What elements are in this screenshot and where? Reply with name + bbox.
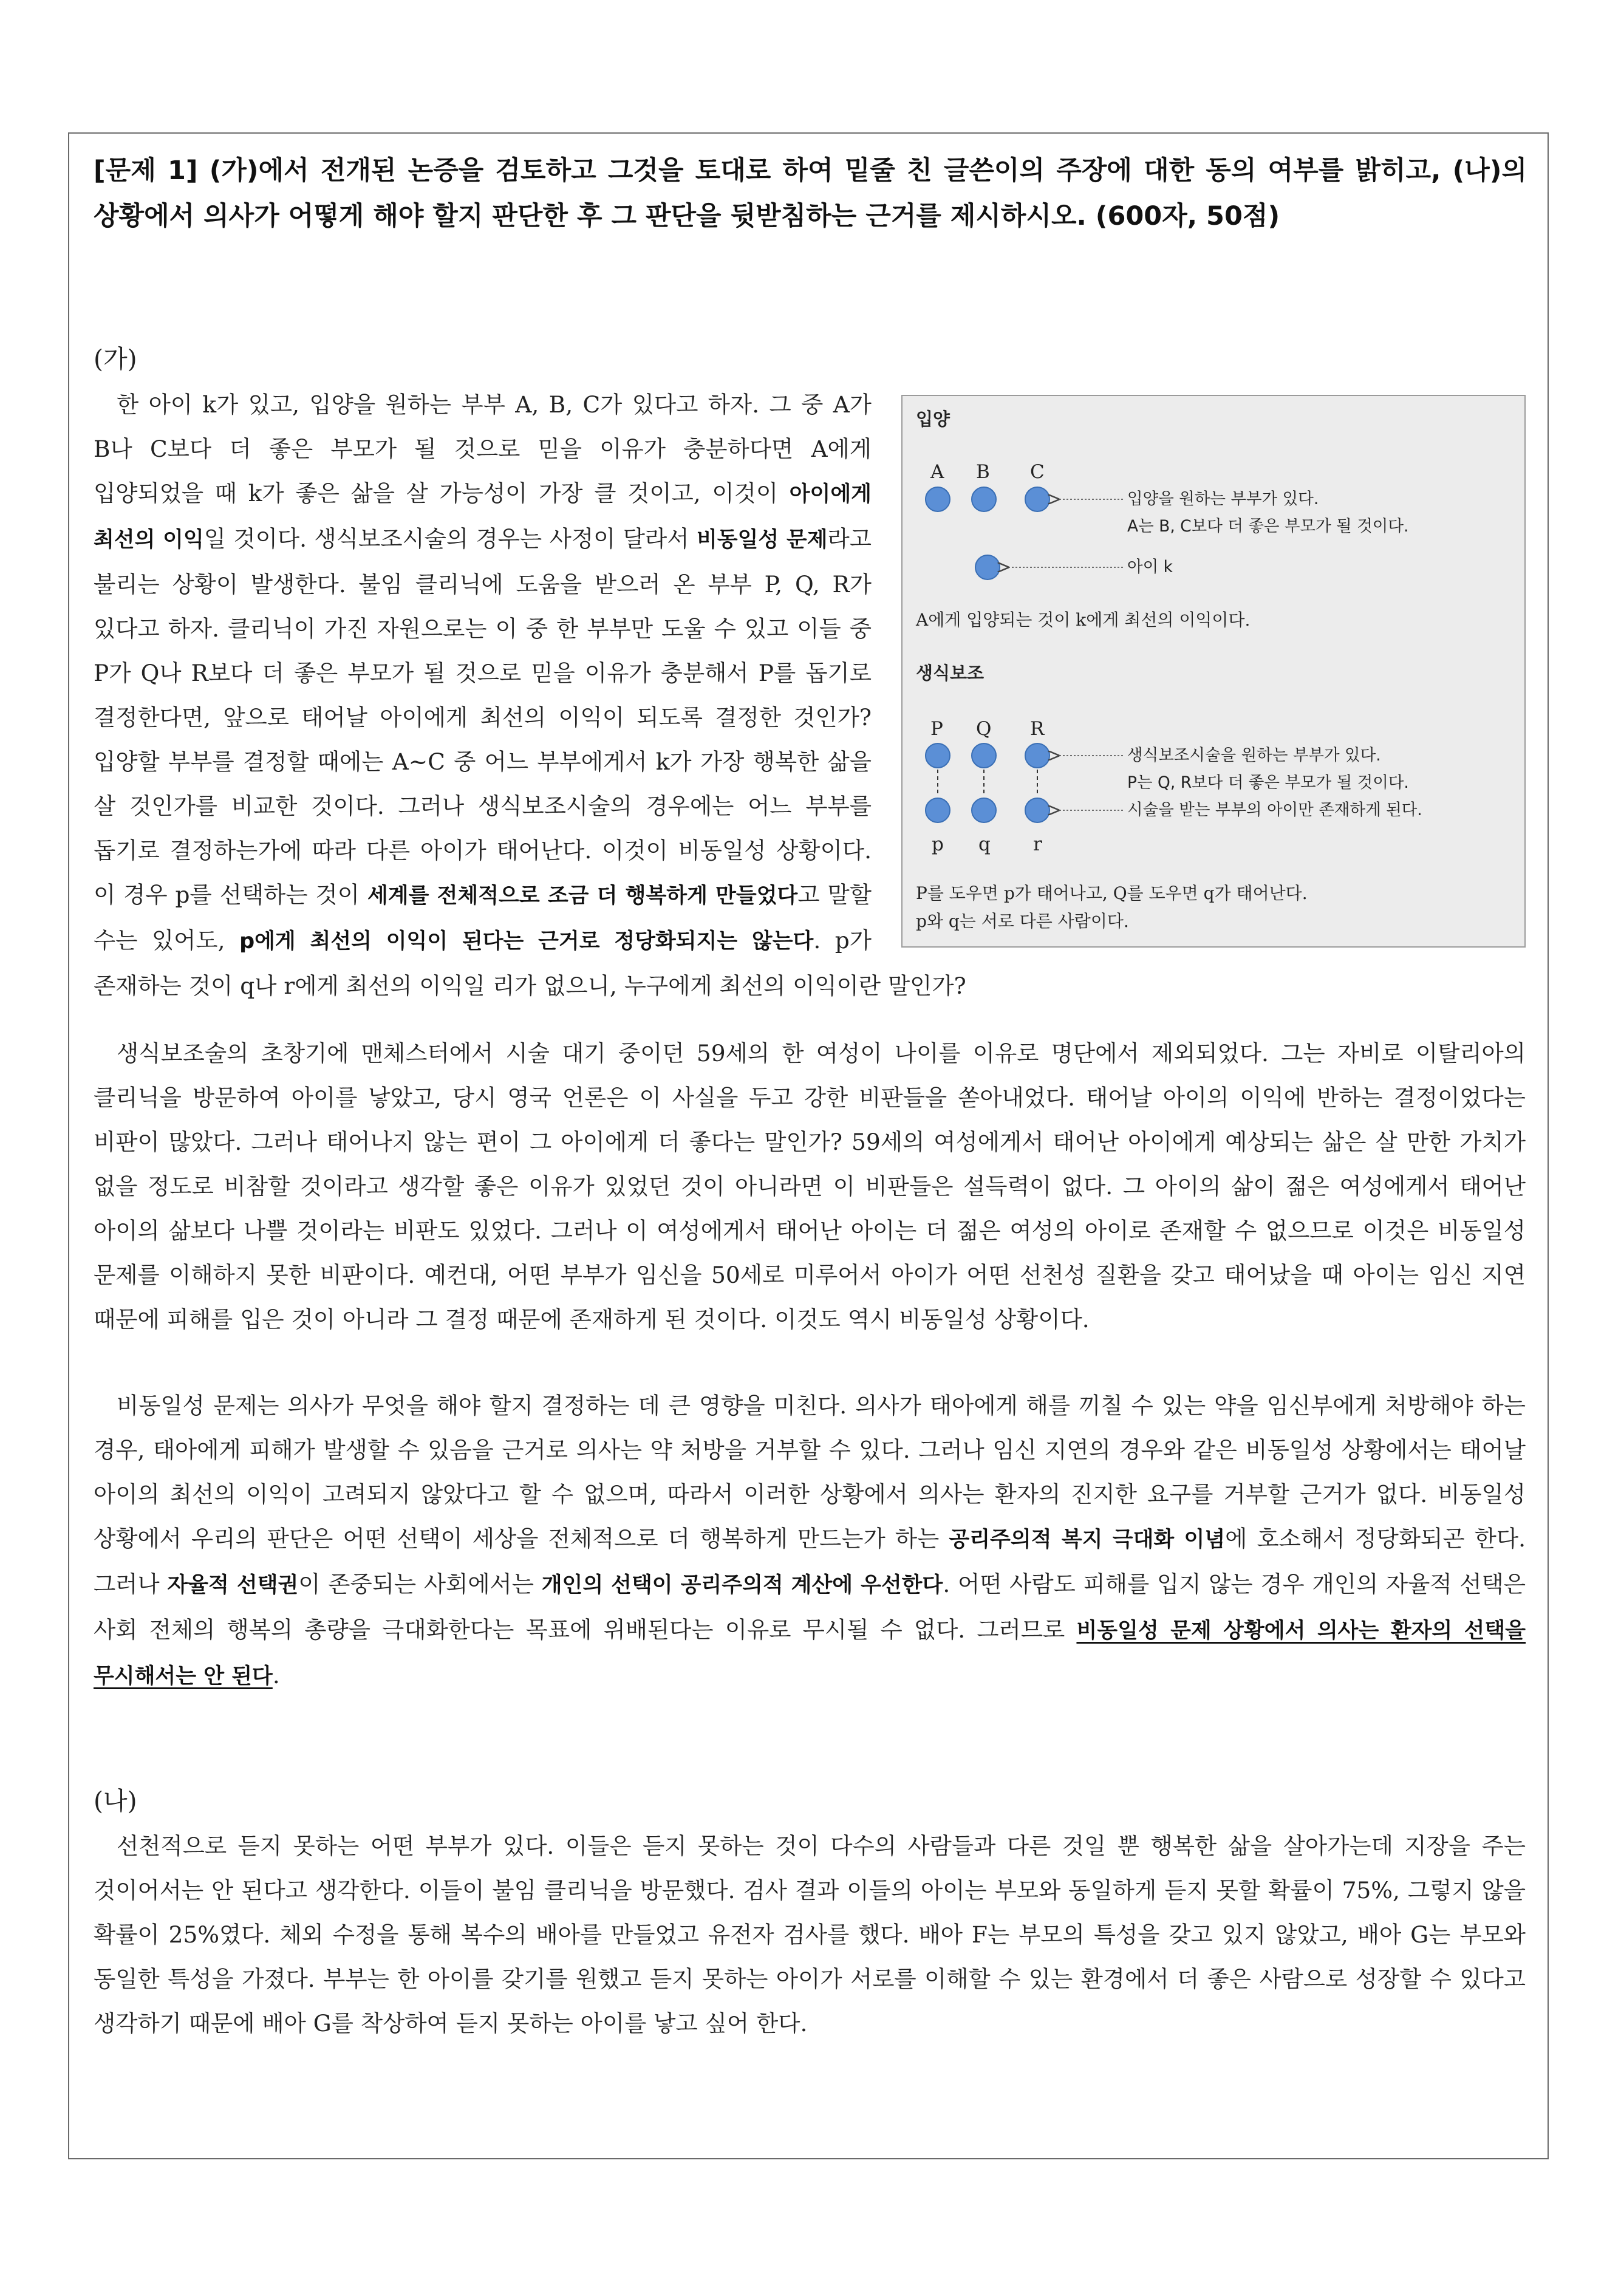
text-run: . bbox=[272, 1662, 280, 1689]
bold-term: 아이에게 최선의 이익 bbox=[94, 482, 872, 552]
text-run: 비동일성 문제는 의사가 무엇을 해야 할지 결정하는 데 큰 영향을 미친다. 의사가 태아에게 해를 끼칠 수 있는 약을 임신부에게 처방해야 하는 경우, 태아에게 피해가 발생할 수 있음을 근거로 의사는 약 처방을 거부할 수 있다. 그러나 임신 지연의 경우와 같은 비동일성 상황에서는 태어날 아이의 최선의 이익이 고려되지 않았다고 할 수 없으며, 따라서 이러한 상황에서 의사는 환자의 진지한 요구를 거부할 근거가 없다. 비동일성 상황에서 우리의 판단은 어떤 선택이 세상을 전체적으로 더 행복하게 만드는가 하는 bbox=[94, 1392, 1526, 1552]
diagram-svg bbox=[903, 396, 1524, 946]
child-dot-p bbox=[926, 798, 950, 822]
underlined-claim: 비동일성 문제 상황에서 의사는 환자의 선택을 무시해서는 안 된다 bbox=[94, 1619, 1526, 1689]
couple-letter-b: B bbox=[976, 461, 990, 483]
text-run: 선천적으로 듣지 못하는 어떤 부부가 있다. 이들은 듣지 못하는 것이 다수의 사람들과 다른 것일 뿐 행복한 삶을 살아가는데 지장을 주는 것이어서는 안 된다고 생각한다. 이들이 불임 클리닉을 방문했다. 검사 결과 이들의 아이는 부모와 동일하게 듣지 못할 확률이 75%, 그렇지 않을 확률이 25%였다. 체외 수정을 통해 복수의 배아를 만들었고 유전자 검사를 했다. 배아 F는 부모의 특성을 갖고 있지 않았고, 배아 G는 부모와 동일한 특성을 가졌다. 부부는 한 아이를 갖기를 원했고 듣지 못하는 아이가 서로를 이해할 수 있는 환경에서 더 좋은 사람으로 성장할 수 있다고 생각하기 때문에 배아 G를 착상하여 듣지 못하는 아이를 낳고 싶어 한다. bbox=[94, 1833, 1526, 2037]
couple-letter-c: C bbox=[1030, 461, 1045, 483]
child-k-dot bbox=[975, 555, 1000, 579]
text-run: 고 말할 수는 있어도, bbox=[94, 881, 872, 954]
text-run: . 어떤 사람도 피해를 입지 않는 경우 개인의 자율적 선택은 사회 전체의 행복의 총량을 극대화한다는 목표에 위배된다는 이유로 무시될 수 없다. 그러므로 bbox=[94, 1571, 1526, 1643]
child-k-label: 아이 k bbox=[1127, 558, 1173, 576]
section-na-paragraph bbox=[94, 1824, 1526, 2046]
text-run: 라고 불리는 상황이 발생한다. 불임 클리닉에 도움을 받으러 온 부부 P, Q, R가 있다고 하자. 클리닉이 가진 자원으로는 이 중 한 부부만 도울 수 있고 이들 중 P가 Q나 R보다 더 좋은 부모가 될 것으로 믿을 이유가 충분해서 P를 돕기로 결정한다면, 앞으로 태어날 아이에게 최선의 이익이 되도록 결정한 것인가? 입양할 부부를 결정할 때에는 A~C 중 어느 부부에게서 k가 가장 행복한 삶을 살 것인가를 비교한 것이다. 그러나 생식보조시술의 경우에는 어느 부부를 돕기로 결정하는가에 따라 다른 아이가 태어난다. 이것이 비동일성 상황이다. 이 경우 p를 선택하는 것이 bbox=[94, 525, 872, 908]
assisted-note-2: P는 Q, R보다 더 좋은 부모가 될 것이다. bbox=[1127, 773, 1409, 792]
assisted-caption-2: p와 q는 서로 다른 사람이다. bbox=[916, 911, 1129, 931]
couple-dot-c bbox=[1025, 487, 1049, 511]
adoption-note-2: A는 B, C보다 더 좋은 부모가 될 것이다. bbox=[1127, 517, 1409, 536]
text-run: 생식보조술의 초창기에 맨체스터에서 시술 대기 중이던 59세의 한 여성이 나이를 이유로 명단에서 제외되었다. 그는 자비로 이탈리아의 클리닉을 방문하여 아이를 낳았고, 당시 영국 언론은 이 사실을 두고 강한 비판들을 쏟아내었다. 태어날 아이의 이익에 반하는 결정이었다는 비판이 많았다. 그러나 태어나지 않는 편이 그 아이에게 더 좋다는 말인가? 59세의 여성에게서 태어난 아이에게 예상되는 삶은 살 만한 가치가 없을 정도로 비참할 것이라고 생각할 좋은 이유가 있었던 것이 아니라면 이 비판들은 설득력이 없다. 그 아이의 삶이 젊은 여성에게서 태어난 아이의 삶보다 나쁠 것이라는 비판도 있었다. 그러나 이 여성에게서 태어난 아이는 더 젊은 여성의 아이로 존재할 수 없으므로 이것은 비동일성 문제를 이해하지 못한 비판이다. 예컨대, 어떤 부부가 임신을 50세로 미루어서 아이가 어떤 선천성 질환을 갖고 태어났을 때 아이는 임신 지연 때문에 피해를 입은 것이 아니라 그 결정 때문에 존재하게 된 것이다. 이것도 역시 비동일성 상황이다. bbox=[94, 1040, 1526, 1333]
child-letter-r: r bbox=[1033, 833, 1042, 855]
bold-term: p에게 최선의 이익이 된다는 근거로 정당화되지는 않는다 bbox=[239, 929, 814, 954]
bold-term: 개인의 선택이 공리주의적 계산에 우선한다 bbox=[541, 1573, 943, 1597]
couple-letter-p: P bbox=[930, 718, 943, 740]
section-ga-paragraph-3 bbox=[94, 1384, 1526, 1699]
couple-dot-q bbox=[972, 743, 996, 768]
adoption-caption: A에게 입양되는 것이 k에게 최선의 이익이다. bbox=[916, 610, 1251, 630]
assisted-caption-1: P를 도우면 p가 태어나고, Q를 도우면 q가 태어난다. bbox=[916, 883, 1308, 903]
couple-dot-b bbox=[972, 487, 996, 511]
text-run: 일 것이다. 생식보조시술의 경우는 사정이 달라서 bbox=[203, 525, 697, 552]
section-na-label: (나) bbox=[94, 1786, 137, 1816]
couple-dot-p bbox=[926, 743, 950, 768]
problem-box bbox=[68, 132, 1549, 2159]
couple-dot-r bbox=[1025, 743, 1049, 768]
assisted-title: 생식보조 bbox=[916, 663, 985, 683]
couple-dot-a bbox=[926, 487, 950, 511]
child-dot-q bbox=[972, 798, 996, 822]
couple-letter-a: A bbox=[930, 461, 944, 483]
couple-letter-r: R bbox=[1030, 718, 1045, 740]
bold-term: 세계를 전체적으로 조금 더 행복하게 만들었다 bbox=[367, 884, 798, 908]
adoption-note-1: 입양을 원하는 부부가 있다. bbox=[1127, 490, 1319, 508]
child-letter-q: q bbox=[978, 833, 991, 855]
assisted-note-1: 생식보조시술을 원하는 부부가 있다. bbox=[1127, 746, 1381, 765]
comparison-diagram bbox=[901, 395, 1526, 948]
assisted-note-3: 시술을 받는 부부의 아이만 존재하게 된다. bbox=[1127, 801, 1422, 819]
bold-term: 자율적 선택권 bbox=[167, 1573, 299, 1597]
bold-term: 비동일성 문제 bbox=[696, 528, 828, 552]
section-ga-label: (가) bbox=[94, 344, 137, 374]
text-run: . p가 존재하는 것이 q나 r에게 최선의 이익일 리가 없으니, 누구에게 최선의 이익이란 말인가? bbox=[94, 927, 966, 999]
text-run: 이 존중되는 사회에서는 bbox=[298, 1571, 542, 1597]
question-text: [문제 1] (가)에서 전개된 논증을 검토하고 그것을 토대로 하여 밑줄 친 글쓴이의 주장에 대한 동의 여부를 밝히고, (나)의 상황에서 의사가 어떻게 해야 할지 판단한 후 그 판단을 뒷받침하는 근거를 제시하시오. (600자, 50점) bbox=[94, 155, 1527, 231]
adoption-title: 입양 bbox=[916, 409, 950, 429]
child-dot-r bbox=[1025, 798, 1049, 822]
text-run: 한 아이 k가 있고, 입양을 원하는 부부 A, B, C가 있다고 하자. 그 중 A가 B나 C보다 더 좋은 부모가 될 것으로 믿을 이유가 충분하다면 A에게 입양되었을 때 k가 좋은 삶을 살 가능성이 가장 클 것이고, 이것이 bbox=[94, 391, 872, 507]
bold-term: 공리주의적 복지 극대화 이념 bbox=[949, 1528, 1226, 1552]
child-letter-p: p bbox=[932, 833, 944, 855]
couple-letter-q: Q bbox=[976, 718, 992, 740]
text-run: 에 호소해서 정당화되곤 한다. 그러나 bbox=[94, 1525, 1526, 1597]
section-ga-paragraph-2 bbox=[94, 1031, 1526, 1342]
